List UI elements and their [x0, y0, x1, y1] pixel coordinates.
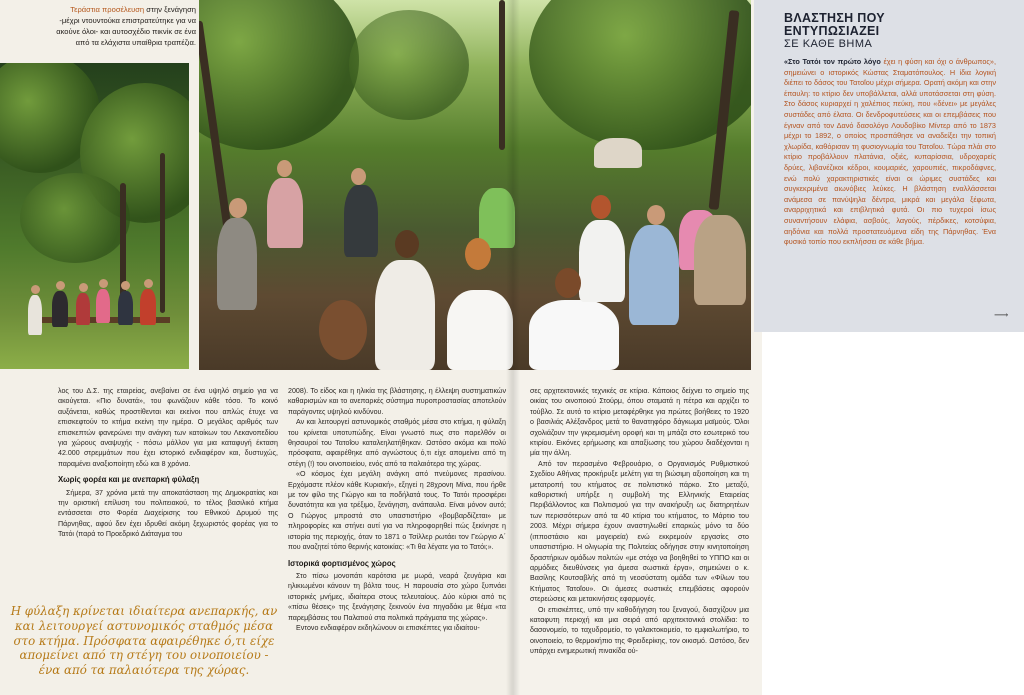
paragraph: «Ο κόσμος έχει μεγάλη ανάγκη από πνεύμονες πρασίνου. Ερχόμαστε πλέον κάθε Κυριακή», εξηγεί η 28χρονη Μίνα, που ήρθε με τον φίλο της Γιώργο και τα ποδήλατά τους. Το Τατόι προσφέρει δυνατότητα και για τρέξιμο, ξενάγηση, ανάπαυλα. Είναι μόνον αυτό; Ο Γιώργος μπροστά στο υπαστιστήριο «βομβαρδίζεται» με πληροφορίες και στήνει αυτί για να πληροφορηθεί πώς ξεκίνησε η ιστορία της περιοχής, όταν το 1871 ο Τσίλλερ ρωτάει τον Γεώργιο Α΄ που αναζητεί τόπο θερινής κατοικίας: «Τι θα λέγατε για το Τατόι;».	[288, 470, 506, 552]
sidebar-subtitle: ΣΕ ΚΑΘΕ ΒΗΜΑ	[784, 38, 873, 50]
paragraph: Σήμερα, 37 χρόνια μετά την αποκατάσταση της Δημοκρατίας και την οριστική επίλυση του πολιτειακού, το τέλος βασιλικό κτήμα εντάσσεται στο Φορέα Διαχείρισης του Εθνικού Δρυμού της Πάρνηθας, αφού δεν έχει ιδρυθεί ακόμη ξεχωριστός φορέας για το Τατόι (παρά το Προεδρικό Διάταγμα του	[58, 488, 278, 539]
article-column-3	[530, 386, 749, 692]
photo-caption	[50, 4, 196, 48]
sidebar-title-line1: ΒΛΑΣΤΗΣΗ ΠΟΥ	[784, 11, 885, 25]
picnic-photo	[0, 63, 189, 369]
page-gutter	[506, 0, 520, 695]
paragraph: Από τον περασμένο Φεβρουάριο, ο Οργανισμός Ρυθμιστικού Σχεδίου Αθήνας προκήρυξε μελέτη για τη βιώσιμη αξιοποίηση και τη μετατροπή του κτήματος σε πολιτιστικό πάρκο. Στο μεταξύ, καθοριστική υπήρξε η συμβολή της Ελληνικής Εταιρείας Περιβάλλοντος και Πολιτισμού για την ανακήρυξη ως διατηρητέων των περισσότερων από τα 40 κτίρια του κτήματος, το Μάρτιο του 2003. Μέχρι σήμερα έχουν αναστηλωθεί επαρκώς μόνο τα δύο (ιπποστάσιο και μαγειρεία) ενώ εκκρεμούν εργασίες στο υπαστιστήριο. Η ολιγωρία της Πολιτείας οδήγησε στην κινητοποίηση δραστήριων ομάδων πολιτών «με στόχο να βοηθηθεί το ΥΠΠΟ και οι αρμόδιες διευθύνσεις για άμεσα σωστικά έργα», σημειώνει ο κ. Βασίλης Κουτσαβλής από τη νεοσύστατη ομάδα των «Φίλων του Κτήματος Τατοΐου». Οι άμεσες σωστικές επεμβάσεις αφορούν στερεώσεις και μετακινήσεις εφαρμογές.	[530, 459, 749, 604]
sidebar-title-line2: ΕΝΤΥΠΩΣΙΑΖΕΙ	[784, 24, 880, 38]
crowd-photo	[199, 0, 751, 370]
paragraph: σες αρχιτεκτονικές τεχνικές σε κτίρια. Κάποιος δείχνει το σημείο της οικίας του οινοποιού Στούρμ, όπου σταματά η πέτρα και αρχίζει το τούβλο. Σε αυτό το κτίριο μεταφέρθηκε για πρώτες βοήθειες το 1920 ο βασιλιάς Αλέξανδρος μετά το θανατηφόρο δάγκωμα μαϊμούς. Όλοι σχολιάζουν την γκρεμισμένη οροφή και τη μπάζα στο εσωτερικό του κτιρίου. Εικόνες ερήμωσης και απαξίωσης του χώρου διαδέχονται η μία την άλλη.	[530, 387, 749, 458]
paragraph: Στο πίσω μονοπάτι καρότσια με μωρά, νεαρά ζευγάρια και ηλικιωμένοι κάνουν τη βόλτα τους. Η παρουσία στο χώρο ξυπνάει ιστορικές μνήμες, ιδιαίτερα στους τελευταίους. Δύο κύριοι από τις «πίσω θέσεις» της ξενάγησης ξεκινούν ένα πηγαδάκι με θέμα «τα παρεμβάσεις του Παλατιού στα πολιτικά πράγματα της χώρας».	[288, 571, 506, 622]
article-column-1	[58, 386, 278, 586]
paragraph: Αν και λειτουργεί αστυνομικός σταθμός μέσα στο κτήμα, η φύλαξη του κρίνεται υποτυπώδης. Είναι γνωστό πως στο παρελθόν οι θησαυροί του Τατοΐου καταλεηλατήθηκαν. Ωστόσο ακόμα και πολύ πρόσφατα, αφαιρέθηκε από αγνώστους ό,τι είχε απομείνει από τη στέγη (!) του οινοποιείου, ενός από τα παλαιότερα της χώρας.	[288, 418, 506, 468]
paragraph: Οι επισκέπτες, υπό την καθοδήγηση του ξεναγού, διασχίζουν μια καταφυτη περιοχή και μια σειρά από αρχιτεκτονικά στολίδια: το δασονομείο, το ταχυδρομείο, το γαλακτοκομείο, το εμφιαλωτήριο, το οινοποιείο, το θερμοκήπιο της Φρειδερίκης, τον οικισμό. Ωστόσο, δεν υπάρχει ενημερωτική πινακίδα ού-	[530, 605, 749, 656]
paragraph: λος του Δ.Σ. της εταιρείας, ανεβαίνει σε ένα υψηλό σημείο για να ακούγεται. «Πιο δυνατά», του φωνάζουν κάθε τόσο. Το κοινό αυξάνεται, καθώς προστίθενται και εκείνοι που απλώς έτυχε να επισκεφτούν το κτήμα εκείνη την ημέρα. Ο μεγάλος αριθμός των επισκεπτών φανερώνει την ανάγκη των κατοίκων του Λεκανοπεδίου για χώρους αναψυχής - πόσω μάλλον για μια καταφυγή έκταση 42.000 στρεμμάτων που έχει ιστορικό ενδιαφέρον και, δυστυχώς, παραμένει αναξιοποίητη εδώ και 8 χρόνια.	[58, 387, 278, 468]
pull-quote: Η φύλαξη κρίνεται ιδιαίτερα ανεπαρκής, αν και λειτουργεί αστυνομικός σταθμός μέσα στο κτήμα. Πρόσφατα αφαιρέθηκε ό,τι είχε απομείνει από τη στέγη του οινοποιείου - ένα από τα παλαιότερα της χώρας.	[10, 604, 278, 678]
caption-text: στην ξενάγηση -μέχρι ντουντούκα επιστρατεύτηκε για να ακούνε όλοι- και αυτοσχέδιο πικνίκ σε ένα από τα ελάχιστα υπαίθρια τραπέζια.	[56, 5, 196, 47]
paragraph: 2008). Το είδος και η ηλικία της βλάστησης, η έλλειψη συστηματικών καθαρισμών και το ανεπαρκές σύστημα πυροπροστασίας αποτελούν παράγοντες υψηλού κινδύνου.	[288, 387, 506, 416]
article-column-2	[288, 386, 506, 692]
paragraph: Εντονο ενδιαφέρον εκδηλώνουν οι επισκέπτες για ιδιαίτου-	[296, 623, 480, 632]
blank-area	[762, 332, 1024, 695]
sidebar-text: έχει η φύση και όχι ο άνθρωπος», σημειώνει ο ιστορικός Κώστας Σταματόπουλος. Η ίδια λογική διέπει το δάσος του Τατοΐου μέχρι σήμερα. Ορατή ακόμη και στην έπαυλη: το κτίριο δεν υποβάλλεται, αλλά υποτάσσεται στη φύση. Στο δάσος κυριαρχεί η χαλέπιος πεύκη, που «δένει» με μεγάλες συστάδες από έλατα. Οι δενδροφυτεύσεις και οι επεμβάσεις που έγιναν από τον Δανό δασολόγο Λουδοβίκο Μίντερ από το 1873 μέχρι το 1892, ο οποίος προσπάθησε να αναδείξει την τοπική χλωρίδα, καθόρισαν τη φυσιογνωμία του Τατοΐου. Τώρα πλάι στο κτίριο προβάλλουν πλατάνια, οξιές, κυπαρίσσια, υδροχαρείς δρύες, λιβανέζικοι κέδροι, κουμαριές, χαρουπιές, πικροδάφνες, ενώ πολύ χαρακτηριστικές είναι οι ώριμες συστάδες και συγκεκριμένα αιωνόβιες λεύκες. Η βλάστηση εναλλάσσεται ανάμεσα σε πανύψηλα δέντρα, μικρά και μεγάλα ξέφωτα, αναρριχητικά και επιβλητικά φυτά. Οι πιο τυχεροί ίσως συναντήσουν ελάφια, ασβούς, λαγούς, πέρδικες, κοτσύφια, αηδόνια και πολλά προστατευόμενα είδη της Πάρνηθας. Ένα φυσικό τοπίο που εκπλήσσει σε κάθε βήμα.	[784, 57, 996, 247]
sidebar-lead: «Στο Τατόι τον πρώτο λόγο	[784, 57, 881, 66]
section-heading: Ιστορικά φορτισμένος χώρος	[288, 558, 396, 568]
caption-highlight: Τεράστια προσέλευση	[70, 5, 145, 14]
continue-arrow-icon: ⟶	[994, 310, 1009, 321]
sidebar-title	[784, 12, 885, 38]
sidebar-body	[784, 57, 996, 248]
section-heading: Χωρίς φορέα και με ανεπαρκή φύλαξη	[58, 475, 200, 485]
